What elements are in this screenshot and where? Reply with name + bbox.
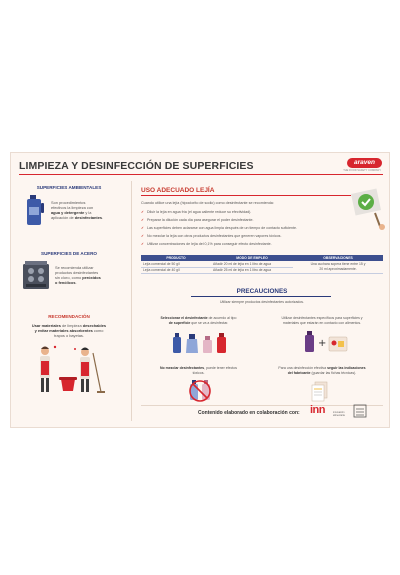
dilution-table bbox=[141, 255, 383, 274]
precaucion-item-no-mezclar: No mezclar desinfectantes, puede tener efectos tóxicos. bbox=[159, 366, 238, 375]
heading-acero: SUPERFICIES DE ACERO bbox=[41, 251, 97, 256]
uso-bullet: ✓ No mezclar la lejía con otros productos desinfectantes que generen vapores tóxicos. bbox=[141, 234, 282, 238]
column-divider bbox=[131, 181, 132, 421]
footer-credit: Contenido elaborado en colaboración con: bbox=[198, 410, 300, 416]
precauciones-subtitle: Utilizar siempre productos desinfectantes autorizados. bbox=[219, 300, 305, 304]
precaucion-item-fabricante: Para una desinfección efectiva seguir las indicaciones del fabricante (guardar las fichas técnicas). bbox=[278, 366, 366, 375]
heading-recomendacion: RECOMENDACIÓN bbox=[48, 314, 90, 319]
infographic-poster bbox=[10, 152, 390, 428]
precauciones-heading: PRECAUCIONES bbox=[236, 288, 288, 295]
inn-logo-subtitle: innovación alimentaria bbox=[333, 411, 345, 417]
brand-logo: araven bbox=[347, 158, 382, 168]
check-icon: ✓ bbox=[141, 218, 145, 222]
table-cell: Añadir 25 ml de lejía en 1 litro de agua bbox=[211, 267, 293, 273]
inn-logo: inn bbox=[310, 404, 325, 416]
precaucion-item-select: Seleccionar el desinfectante de acuerdo al tipo de superficie que se va a desinfectar. bbox=[160, 316, 237, 325]
no-mix-icon bbox=[187, 379, 217, 401]
recomendacion-text: Usar materiales de limpieza desechables y evitar materiales absorbentes como trapos o bayetas. bbox=[31, 323, 107, 338]
check-icon: ✓ bbox=[141, 242, 145, 246]
uso-underline bbox=[141, 195, 351, 196]
table-header: OBSERVACIONES bbox=[293, 255, 383, 261]
table-header: MODO DE EMPLEO bbox=[211, 255, 293, 261]
svg-text:+: + bbox=[318, 338, 327, 349]
uso-bullet: ✓ Las superficies deben aclararse con agua limpia después de un tiempo de contacto suficiente. bbox=[141, 226, 298, 230]
cleaning-staff-illustration bbox=[35, 343, 105, 395]
cleaning-products-icon bbox=[171, 331, 231, 353]
title-divider bbox=[19, 174, 383, 175]
check-icon: ✓ bbox=[141, 226, 145, 230]
table-header: PRODUCTO bbox=[141, 255, 211, 261]
table-cell: Lejía comercial de 50 g/l bbox=[141, 261, 211, 267]
footer-divider bbox=[141, 405, 383, 406]
partner-emblem-icon bbox=[353, 404, 367, 418]
technical-sheet-icon bbox=[311, 380, 331, 402]
brand-tagline: THE FOOD SAFETY COMPANY bbox=[343, 169, 381, 172]
heading-ambientales: SUPERFICIES AMBIENTALES bbox=[36, 185, 102, 190]
ambientales-text: Son procedimientos efectivos la limpieza con agua y detergente y la aplicación de desinfectantes. bbox=[51, 200, 104, 220]
detergent-bottle-icon bbox=[25, 195, 45, 225]
acero-text: Se recomienda utilizar productos desinfectantes sin cloro, como peróxidos o fenólicos. bbox=[55, 265, 101, 285]
table-cell: Añadir 20 ml de lejía en 1 litro de agua bbox=[211, 261, 293, 267]
page-title: LIMPIEZA Y DESINFECCIÓN DE SUPERFICIES bbox=[19, 160, 254, 172]
checkmark-sign-icon bbox=[351, 187, 387, 233]
uso-intro: Cuando utilice una lejía (hipoclorito de sodio) como desinfectante se recomienda: bbox=[141, 201, 274, 205]
precaucion-item-specific: Utilizar desinfectantes específicos para superficies y materiales que estarán en contacto con alimentos. bbox=[281, 316, 363, 325]
uso-bullet: ✓ Preparar la dilución cada día para asegurar el poder desinfectante. bbox=[141, 218, 254, 222]
uso-bullet: ✓ Diluir la lejía en agua fría (el agua caliente reduce su efectividad). bbox=[141, 210, 252, 214]
table-observation-cell: Una cuchara sopera tiene entre 15 y 20 ml aproximadamente. bbox=[293, 261, 383, 273]
stove-icon bbox=[23, 261, 49, 289]
uso-bullet: ✓ Utilizar concentraciones de lejía del 0,1% para conseguir efecto desinfectante. bbox=[141, 242, 272, 246]
food-contact-products-icon bbox=[303, 329, 353, 353]
check-icon: ✓ bbox=[141, 210, 145, 214]
check-icon: ✓ bbox=[141, 234, 145, 238]
precauciones-underline bbox=[191, 296, 331, 297]
uso-heading: USO ADECUADO LEJÍA bbox=[141, 187, 215, 194]
table-cell: Lejía comercial de 40 g/l bbox=[141, 267, 211, 273]
